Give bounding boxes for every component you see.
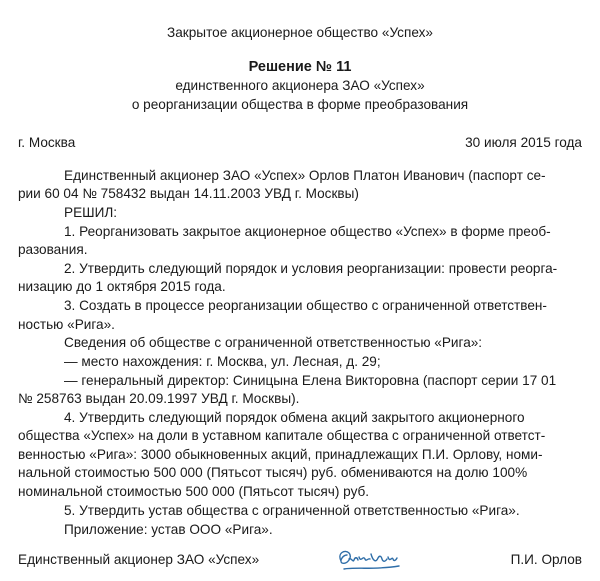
body-line: ностью «Рига». — [18, 317, 115, 332]
body-line: общества «Успех» на доли в уставном капитале общества с ограниченной ответст- — [18, 428, 546, 443]
decision-title: Решение № 11 — [248, 59, 352, 75]
body-line: РЕШИЛ: — [64, 205, 118, 220]
body-line: 3. Создать в процессе реорганизации общество с ограниченной ответствен- — [64, 298, 547, 313]
body-line: рии 60 04 № 758432 выдан 14.11.2003 УВД г. Москвы) — [18, 186, 359, 201]
body-line: низацию до 1 октября 2015 года. — [18, 279, 226, 294]
body-line: Приложение: устав ООО «Рига». — [64, 522, 273, 537]
body-line: 4. Утвердить следующий порядок обмена акций закрытого акционерного — [64, 410, 525, 425]
body-line: разования. — [18, 242, 88, 257]
handwritten-signature — [335, 543, 405, 575]
body-line: 1. Реорганизовать закрытое акционерное общество «Успех» в форме преоб- — [64, 224, 551, 239]
body-line: Сведения об обществе с ограниченной ответственностью «Рига»: — [64, 335, 483, 350]
body-line: 5. Утвердить устав общества с ограниченной ответственностью «Рига». — [64, 503, 520, 518]
body-line: венностью «Рига»: 3000 обыкновенных акций, принадлежащих П.И. Орлову, номи- — [18, 447, 543, 462]
city: г. Москва — [18, 135, 76, 150]
body-line: нальной стоимостью 500 000 (Пятьсот тысяч) руб. обмениваются на долю 100% — [18, 465, 528, 480]
signatory-name: П.И. Орлов — [510, 552, 582, 567]
company-name: Закрытое акционерное общество «Успех» — [167, 25, 433, 40]
body-line: Единственный акционер ЗАО «Успех» Орлов Платон Иванович (паспорт се- — [64, 168, 546, 183]
body-line: — место нахождения: г. Москва, ул. Лесная, д. 29; — [64, 354, 381, 369]
date: 30 июля 2015 года — [465, 135, 582, 150]
body-line: — генеральный директор: Синицына Елена Викторовна (паспорт серии 17 01 — [64, 373, 557, 388]
body-line: номинальной стоимостью 500 000 (Пятьсот тысяч) руб. — [18, 484, 370, 499]
body-line: № 258763 выдан 20.09.1997 УВД г. Москвы). — [18, 391, 300, 406]
decision-subtitle-2: о реорганизации общества в форме преобразования — [131, 97, 469, 112]
signature-label: Единственный акционер ЗАО «Успех» — [18, 552, 260, 567]
decision-subtitle-1: единственного акционера ЗАО «Успех» — [175, 78, 425, 93]
body-line: 2. Утвердить следующий порядок и условия реорганизации: провести реорга- — [64, 261, 558, 276]
